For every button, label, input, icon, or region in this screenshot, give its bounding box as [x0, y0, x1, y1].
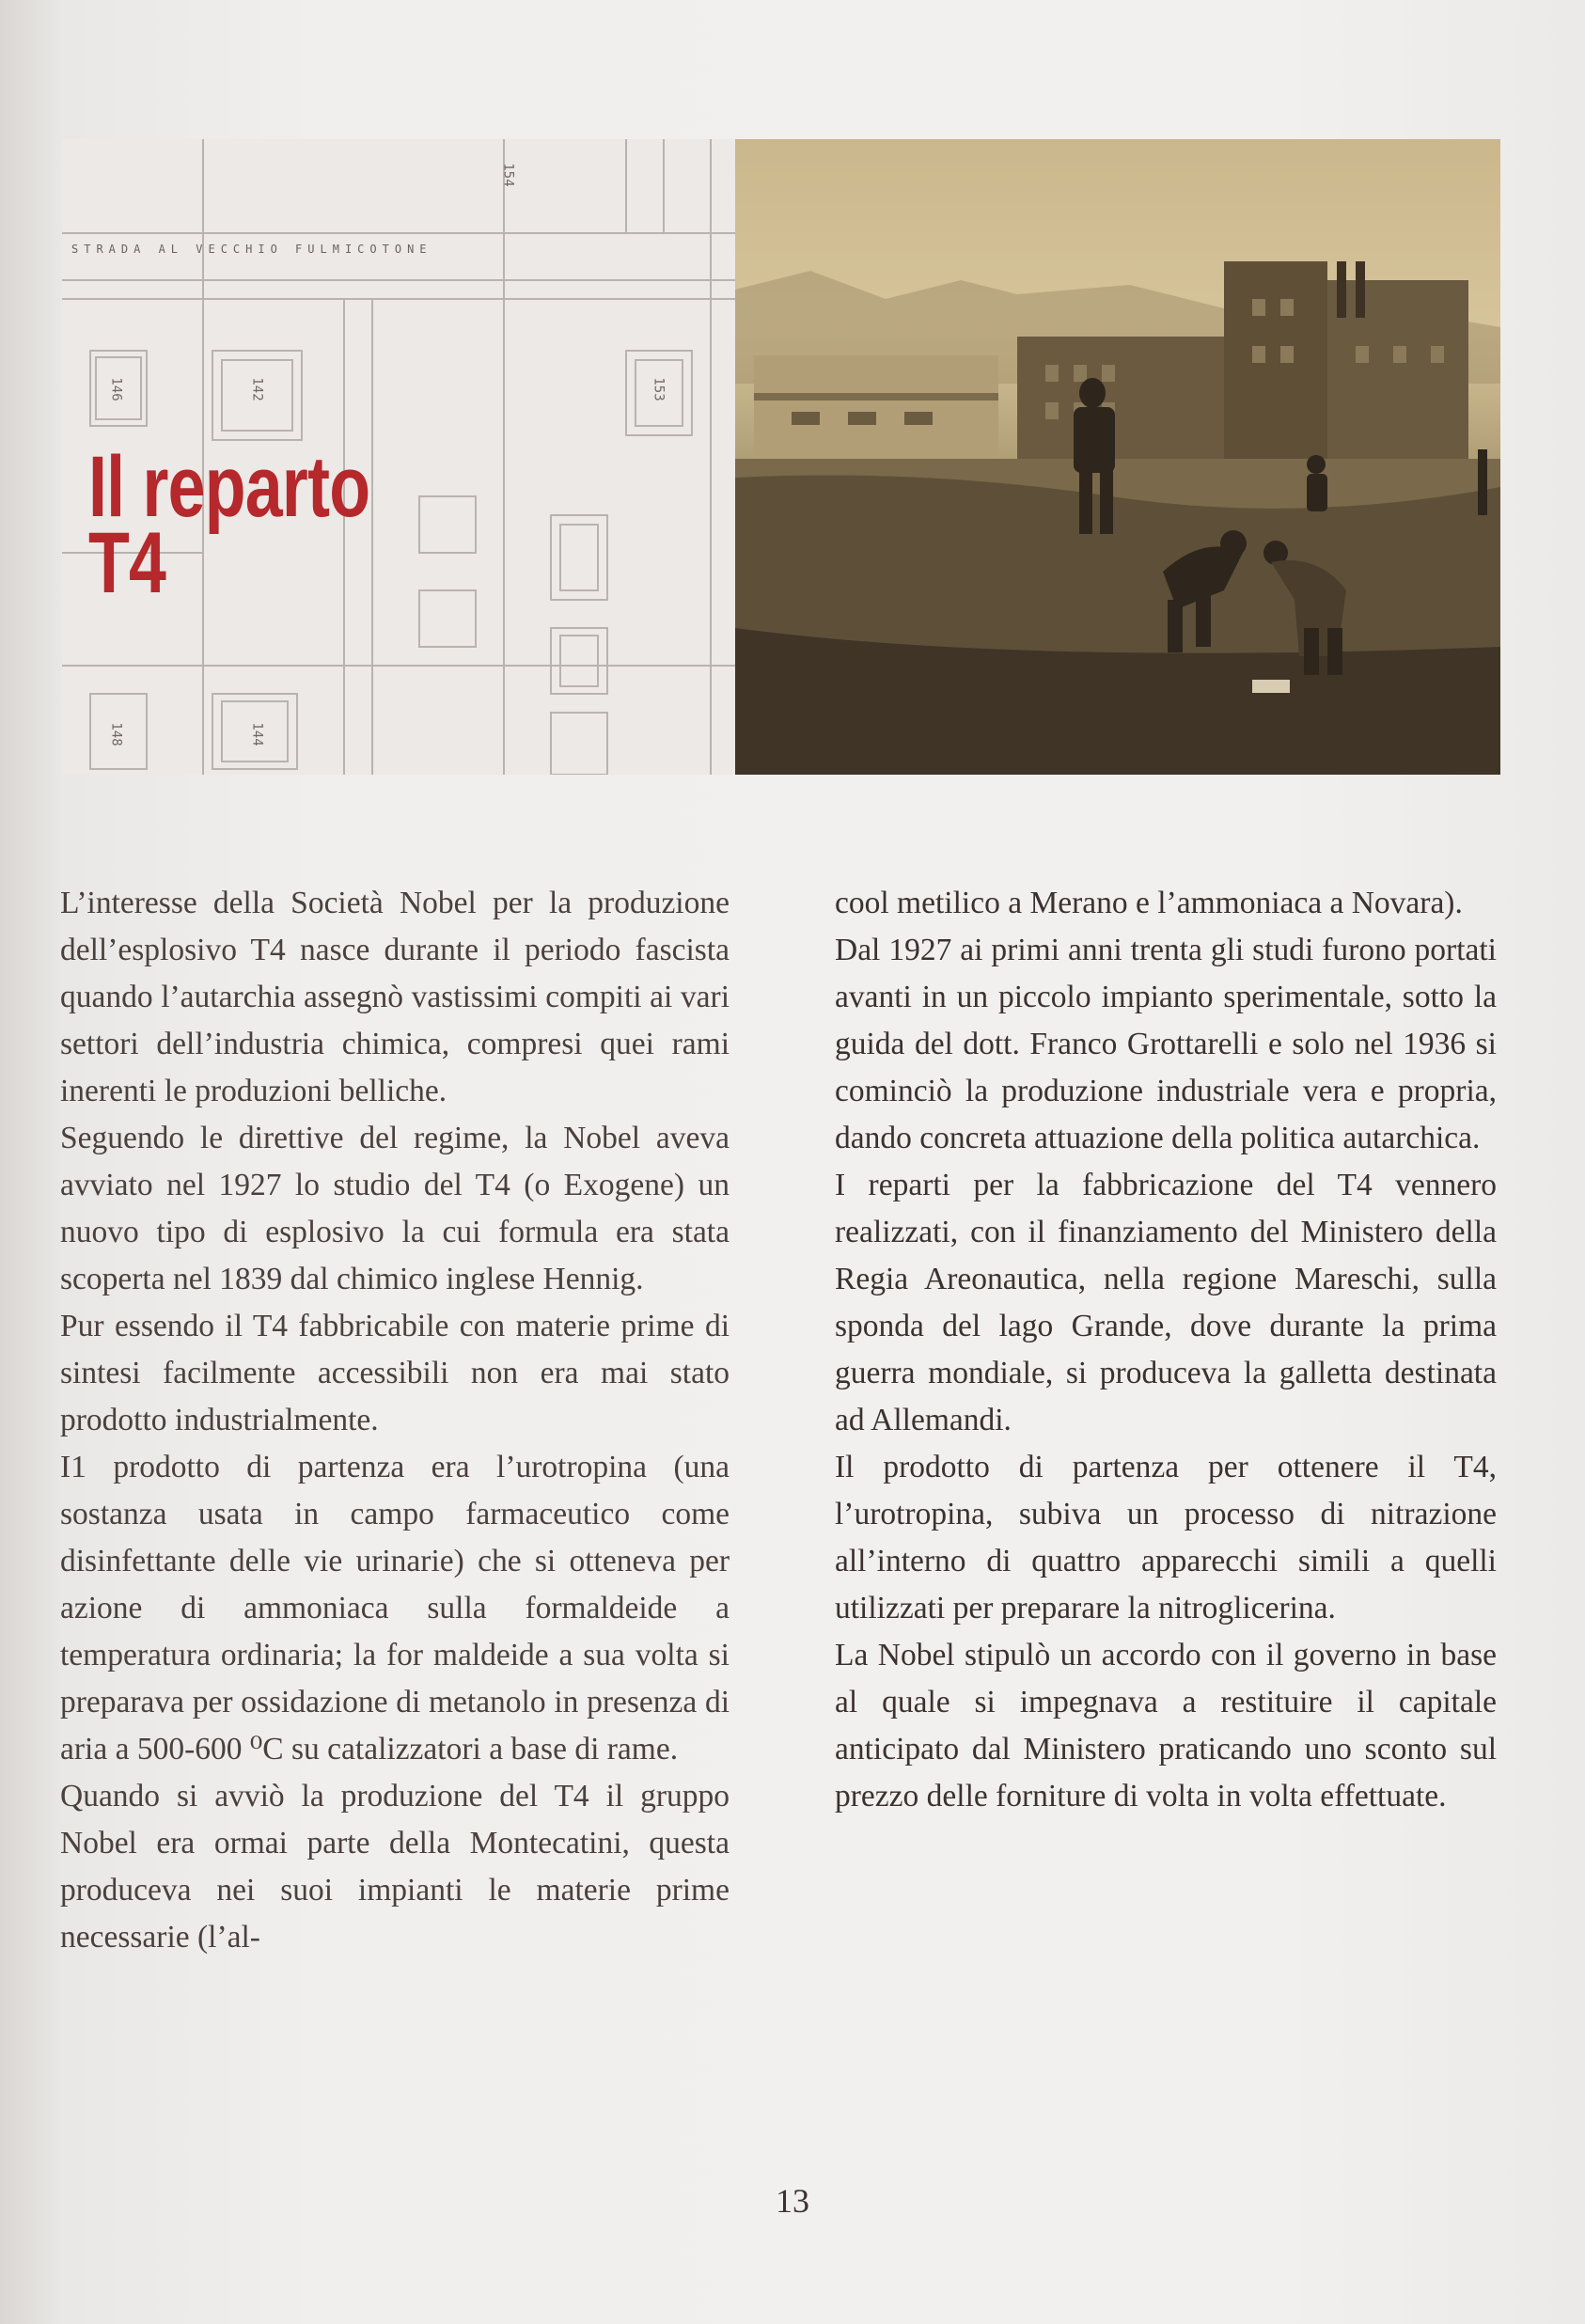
right-text-column [835, 880, 1497, 1820]
paragraph: cool metilico a Merano e l’ammoniaca a Novara). [835, 886, 1463, 920]
historical-photo [735, 139, 1500, 775]
paragraph: Quando si avviò la produzione del T4 il gruppo Nobel era ormai parte della Montecatini, questa produceva nei suoi impianti le materie prime necessarie (l’al- [60, 1779, 730, 1955]
blueprint-number: 142 [249, 377, 265, 401]
paragraph: Dal 1927 ai primi anni trenta gli studi furono portati avanti in un piccolo impianto sperimentale, sotto la guida del dott. Franco Grottarelli e solo nel 1936 si cominciò la produzione industriale vera e propria, dando concreta attuazione della politica autarchica. [835, 933, 1497, 1155]
header-banner [62, 139, 1500, 775]
left-text-column [60, 880, 730, 1961]
blueprint-number: 153 [651, 377, 667, 401]
paragraph: Seguendo le direttive del regime, la Nobel aveva avviato nel 1927 lo studio del T4 (o Exogene) un nuovo tipo di esplosivo la cui formula era stata scoperta nel 1839 dal chimico inglese Hennig. [60, 1121, 730, 1296]
blueprint-street-label: STRADA AL VECCHIO FULMICOTONE [71, 243, 432, 256]
blueprint-number: 154 [500, 163, 516, 187]
paragraph: Il prodotto di partenza per ottenere il T4, l’urotropina, subiva un processo di nitrazione all’interno di quattro apparecchi simili a quelli utilizzati per preparare la nitroglicerina. [835, 1450, 1497, 1625]
blueprint-number: 144 [249, 722, 265, 746]
blueprint-number: 146 [108, 377, 124, 401]
blueprint-image [62, 139, 735, 775]
paragraph: I reparti per la fabbricazione del T4 vennero realizzati, con il finanziamento del Ministero della Regia Areonautica, nella regione Mareschi, sulla sponda del lago Grande, dove durante la prima guerra mondiale, si produceva la galletta destinata ad Allemandi. [835, 1168, 1497, 1437]
page-title-line-1: Il reparto [88, 439, 370, 535]
photo-scene [735, 139, 1500, 775]
paragraph: La Nobel stipulò un accordo con il governo in base al quale si impegnava a restituire il capitale anticipato dal Ministero praticando uno sconto sul prezzo delle forniture di volta in volta effettuate. [835, 1638, 1497, 1814]
paragraph: I1 prodotto di partenza era l’urotropina (una sostanza usata in campo farmaceutico come disinfettante delle vie urinarie) che si otteneva per azione di ammoniaca sulla formaldeide a temperatura ordinaria; la for maldeide a sua volta si preparava per ossidazione di metanolo in presenza di aria a 500-600 ⁰C su catalizzatori a base di rame. [60, 1450, 730, 1767]
blueprint-number: 148 [108, 722, 124, 746]
page-title-line-2: T4 [88, 514, 166, 611]
page-title [88, 439, 449, 611]
paragraph: L’interesse della Società Nobel per la produzione dell’esplosivo T4 nasce durante il periodo fascista quando l’autarchia assegnò vastissimi compiti ai vari settori dell’industria chimica, compresi quei rami inerenti le produzioni belliche. [60, 886, 730, 1108]
paragraph: Pur essendo il T4 fabbricabile con materie prime di sintesi facilmente accessibili non era mai stato prodotto industrialmente. [60, 1309, 730, 1437]
page-number: 13 [776, 2182, 809, 2220]
